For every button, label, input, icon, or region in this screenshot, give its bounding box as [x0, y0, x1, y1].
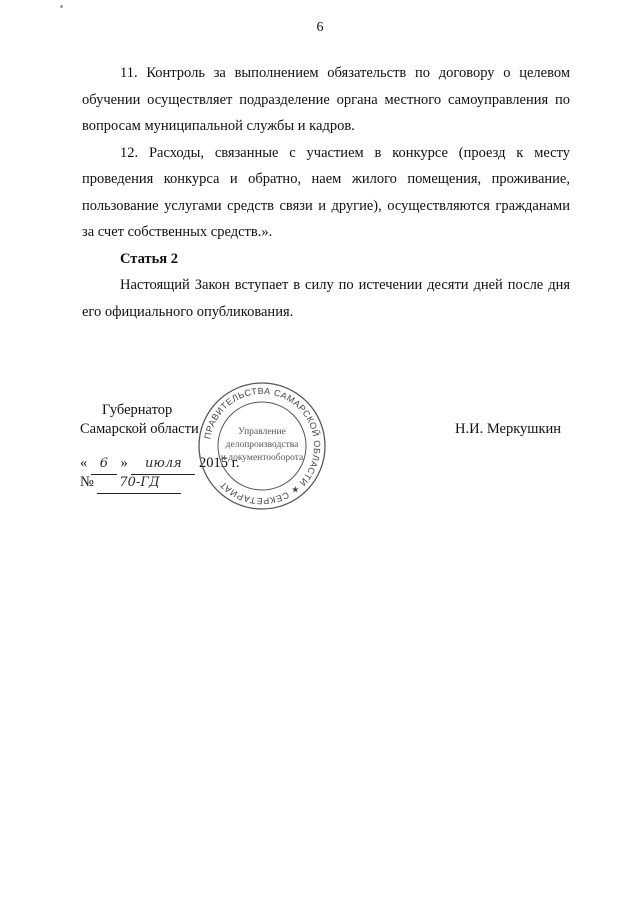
governor-name: Н.И. Меркушкин	[455, 421, 562, 437]
document-body	[82, 60, 570, 325]
date-close-quote: »	[120, 455, 128, 471]
number-value: 70-ГД	[97, 473, 181, 494]
seal-outer-text: ПРАВИТЕЛЬСТВА САМАРСКОЙ ОБЛАСТИ ★ СЕКРЕТАРИАТ	[202, 385, 323, 507]
date-month: июля	[131, 454, 195, 475]
seal-line-3: и документооборота	[220, 453, 304, 463]
number-prefix: №	[80, 474, 94, 490]
governor-title: Губернатор	[102, 402, 173, 418]
seal-line-1: Управление	[238, 427, 286, 437]
scan-speck	[60, 5, 63, 8]
official-seal	[196, 380, 328, 512]
number-line	[80, 472, 181, 494]
paragraph-11: 11. Контроль за выполнением обязательств по договору о целевом обучении осуществляет подразделение органа местного самоуправления по вопросам муниципальной службы и кадров.	[82, 65, 570, 134]
date-open-quote: «	[80, 455, 88, 471]
governor-region: Самарской области	[80, 421, 199, 437]
seal-line-2: делопроизводства	[225, 440, 299, 450]
article-heading: Статья 2	[120, 250, 178, 267]
date-day: 6	[91, 454, 117, 475]
page-number: 6	[316, 20, 324, 35]
date-year: 2015 г.	[199, 455, 240, 471]
paragraph-12: 12. Расходы, связанные с участием в конкурсе (проезд к месту проведения конкурса и обратно, наем жилого помещения, проживание, пользование услугами средств связи и другие), осуществляются гражданами за счет собственных средств.».	[82, 144, 570, 240]
article-text: Настоящий Закон вступает в силу по истечении десяти дней после дня его официального опубликования.	[82, 277, 570, 320]
